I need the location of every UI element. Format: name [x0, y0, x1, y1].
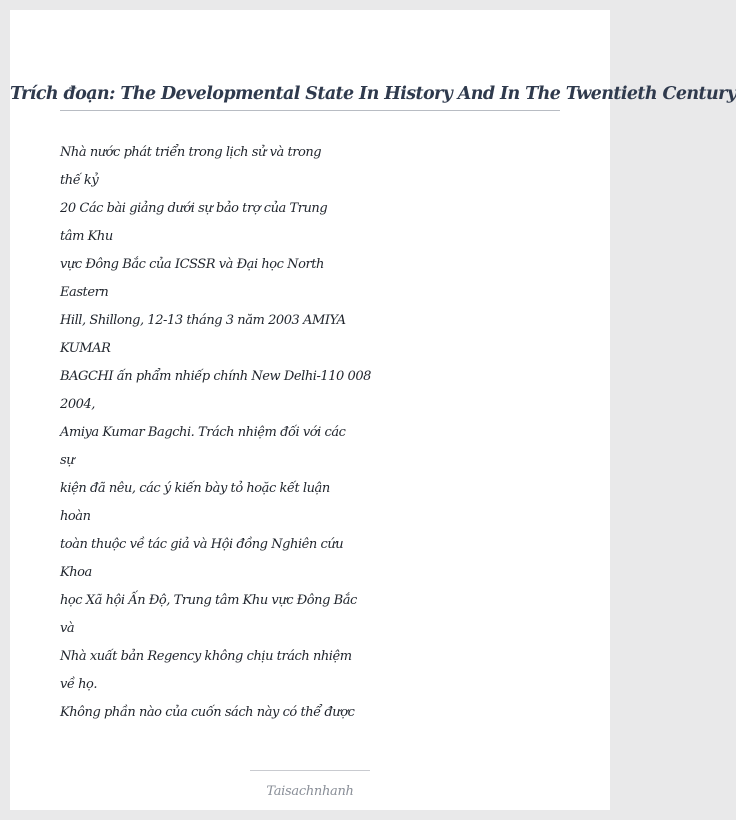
- body-line-17: học Xã hội Ấn Độ, Trung tâm Khu vực Đông Bắc: [60, 593, 357, 608]
- body-line-21: Không phần nào của cuốn sách này có thể được: [60, 705, 355, 720]
- body-line-3: 20 Các bài giảng dưới sự bảo trợ của Trung: [60, 201, 328, 216]
- body-line-9: BAGCHI ấn phẩm nhiếp chính New Delhi-110 008: [60, 369, 371, 384]
- body-line-18: và: [60, 621, 75, 636]
- body-line-12: sự: [60, 453, 75, 468]
- body-line-15: toàn thuộc về tác giả và Hội đồng Nghiên cứu: [60, 537, 344, 552]
- body-line-16: Khoa: [60, 565, 92, 580]
- footer-divider: [250, 770, 370, 771]
- title-divider: [60, 110, 560, 111]
- document-page: [10, 10, 736, 810]
- footer-source: Taisachnhanh: [266, 784, 354, 799]
- document-body: [60, 143, 480, 731]
- body-line-14: hoàn: [60, 509, 91, 524]
- body-line-13: kiện đã nêu, các ý kiến bày tỏ hoặc kết luận: [60, 481, 330, 496]
- body-line-6: Eastern: [60, 285, 109, 300]
- body-line-20: về họ.: [60, 677, 98, 692]
- document-title: Trích đoạn: The Developmental State In History And In The Twentieth Century: [10, 84, 736, 104]
- body-line-8: KUMAR: [60, 341, 111, 356]
- body-line-1: Nhà nước phát triển trong lịch sử và trong: [60, 145, 322, 160]
- body-line-5: vực Đông Bắc của ICSSR và Đại học North: [60, 257, 324, 272]
- body-line-7: Hill, Shillong, 12-13 tháng 3 năm 2003 AMIYA: [60, 313, 346, 328]
- body-line-11: Amiya Kumar Bagchi. Trách nhiệm đối với các: [60, 425, 346, 440]
- body-line-10: 2004,: [60, 397, 95, 412]
- body-line-19: Nhà xuất bản Regency không chịu trách nhiệm: [60, 649, 352, 664]
- body-line-2: thế kỷ: [60, 173, 99, 188]
- body-line-4: tâm Khu: [60, 229, 113, 244]
